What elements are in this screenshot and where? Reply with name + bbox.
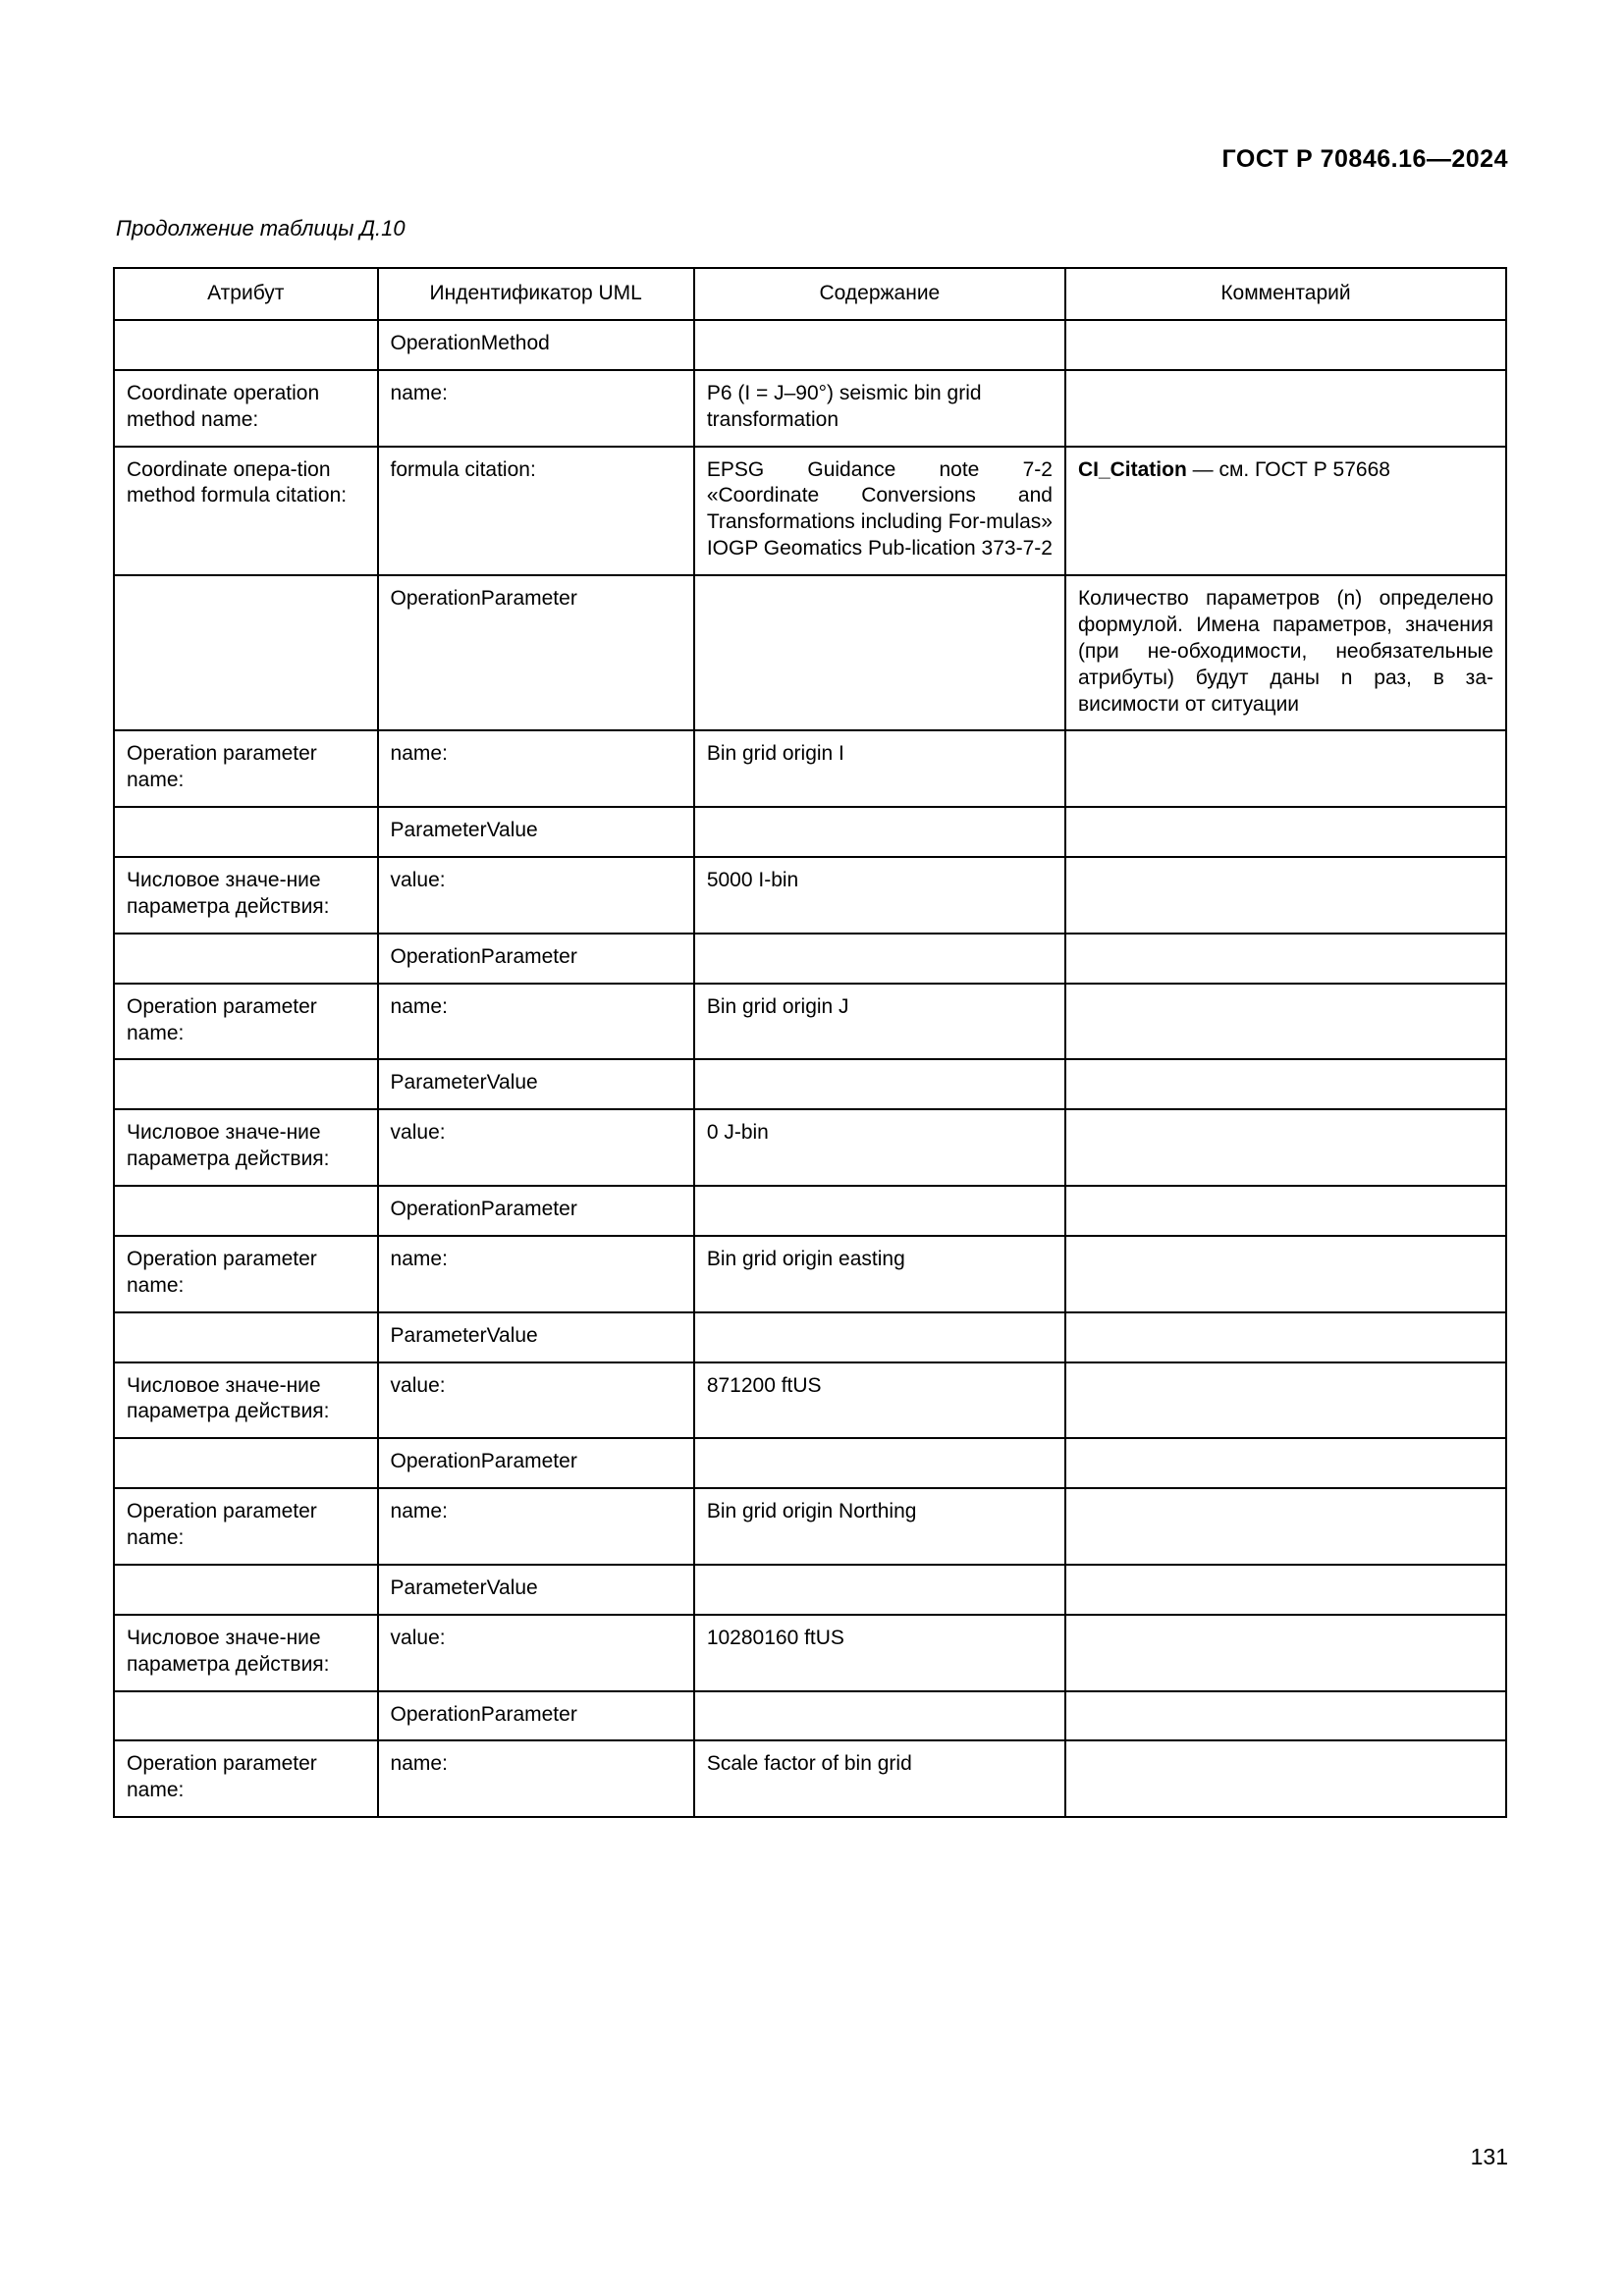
cell-comment — [1065, 1740, 1506, 1817]
table-row — [114, 1691, 1506, 1741]
cell-content: EPSG Guidance note 7-2 «Coordinate Conversions and Transformations including For-mulas» IOGP Geomatics Pub-lication 373-7-2 — [694, 447, 1065, 576]
table-row — [114, 1565, 1506, 1615]
cell-content — [694, 1186, 1065, 1236]
cell-content — [694, 934, 1065, 984]
table-body — [114, 320, 1506, 1817]
table-row — [114, 857, 1506, 934]
cell-comment — [1065, 1615, 1506, 1691]
cell-content: 5000 I-bin — [694, 857, 1065, 934]
cell-attribute: Operation parameter name: — [114, 1236, 378, 1312]
cell-attribute: Числовое значе-ние параметра действия: — [114, 1362, 378, 1439]
cell-content: Bin grid origin Northing — [694, 1488, 1065, 1565]
table-row — [114, 1186, 1506, 1236]
table-row — [114, 807, 1506, 857]
cell-uml: OperationParameter — [378, 575, 694, 730]
column-header-uml: Индентификатор UML — [378, 268, 694, 320]
cell-attribute — [114, 934, 378, 984]
cell-comment — [1065, 1059, 1506, 1109]
table-row — [114, 370, 1506, 447]
attributes-table — [113, 267, 1507, 1818]
cell-content: P6 (I = J–90°) seismic bin grid transformation — [694, 370, 1065, 447]
cell-uml: ParameterValue — [378, 1059, 694, 1109]
cell-comment — [1065, 1438, 1506, 1488]
table-row — [114, 1740, 1506, 1817]
table-row — [114, 320, 1506, 370]
cell-content: Bin grid origin J — [694, 984, 1065, 1060]
cell-attribute: Coordinate operation method name: — [114, 370, 378, 447]
cell-uml: value: — [378, 1109, 694, 1186]
cell-content: 0 J-bin — [694, 1109, 1065, 1186]
cell-comment — [1065, 984, 1506, 1060]
cell-attribute: Operation parameter name: — [114, 730, 378, 807]
table-row — [114, 1236, 1506, 1312]
table-row — [114, 1109, 1506, 1186]
cell-attribute: Operation parameter name: — [114, 1740, 378, 1817]
cell-uml: name: — [378, 984, 694, 1060]
cell-attribute: Operation parameter name: — [114, 1488, 378, 1565]
cell-content — [694, 807, 1065, 857]
cell-content — [694, 1691, 1065, 1741]
cell-comment — [1065, 1236, 1506, 1312]
column-header-attribute: Атрибут — [114, 268, 378, 320]
cell-uml: ParameterValue — [378, 807, 694, 857]
citation-label: CI_Citation — [1077, 457, 1187, 481]
column-header-comment: Комментарий — [1065, 268, 1506, 320]
cell-uml: name: — [378, 1236, 694, 1312]
table-row — [114, 1438, 1506, 1488]
cell-comment — [1065, 1691, 1506, 1741]
cell-uml: OperationParameter — [378, 1186, 694, 1236]
cell-content: Bin grid origin I — [694, 730, 1065, 807]
cell-comment — [1065, 934, 1506, 984]
cell-uml: ParameterValue — [378, 1312, 694, 1362]
cell-content — [694, 1059, 1065, 1109]
cell-content: Scale factor of bin grid — [694, 1740, 1065, 1817]
cell-comment — [1065, 730, 1506, 807]
table-header-row — [114, 268, 1506, 320]
table-row — [114, 1362, 1506, 1439]
cell-content — [694, 1312, 1065, 1362]
table-row — [114, 1615, 1506, 1691]
cell-uml: name: — [378, 730, 694, 807]
cell-attribute — [114, 1312, 378, 1362]
cell-comment: Количество параметров (n) определено формулой. Имена параметров, значения (при не-обходимости, необязательные атрибуты) будут даны n раз, в за-висимости от ситуации — [1065, 575, 1506, 730]
cell-attribute — [114, 1186, 378, 1236]
table-row — [114, 984, 1506, 1060]
table-caption: Продолжение таблицы Д.10 — [116, 216, 406, 240]
cell-attribute — [114, 320, 378, 370]
cell-uml: formula citation: — [378, 447, 694, 576]
cell-comment — [1065, 1488, 1506, 1565]
table-row — [114, 934, 1506, 984]
table-row — [114, 1059, 1506, 1109]
cell-attribute: Числовое значе-ние параметра действия: — [114, 857, 378, 934]
cell-content — [694, 1438, 1065, 1488]
cell-content — [694, 1565, 1065, 1615]
table-container — [113, 267, 1507, 1818]
table-row — [114, 575, 1506, 730]
cell-attribute — [114, 1059, 378, 1109]
cell-uml: name: — [378, 1488, 694, 1565]
cell-uml: OperationMethod — [378, 320, 694, 370]
page-number: 131 — [1470, 2144, 1508, 2169]
table-row — [114, 1312, 1506, 1362]
column-header-content: Содержание — [694, 268, 1065, 320]
citation-rest: — см. ГОСТ Р 57668 — [1186, 457, 1390, 481]
cell-uml: name: — [378, 370, 694, 447]
cell-uml: OperationParameter — [378, 934, 694, 984]
cell-uml: OperationParameter — [378, 1438, 694, 1488]
cell-attribute: Coordinate опера-tion method formula citation: — [114, 447, 378, 576]
cell-comment — [1065, 447, 1506, 576]
cell-content: Bin grid origin easting — [694, 1236, 1065, 1312]
cell-uml: OperationParameter — [378, 1691, 694, 1741]
cell-uml: ParameterValue — [378, 1565, 694, 1615]
table-row — [114, 447, 1506, 576]
cell-comment — [1065, 320, 1506, 370]
cell-uml: value: — [378, 857, 694, 934]
table-row — [114, 730, 1506, 807]
cell-comment — [1065, 1565, 1506, 1615]
table-row — [114, 1488, 1506, 1565]
cell-uml: value: — [378, 1615, 694, 1691]
cell-attribute: Числовое значе-ние параметра действия: — [114, 1615, 378, 1691]
cell-content: 10280160 ftUS — [694, 1615, 1065, 1691]
cell-comment — [1065, 1186, 1506, 1236]
cell-attribute: Operation parameter name: — [114, 984, 378, 1060]
cell-attribute — [114, 1438, 378, 1488]
cell-comment — [1065, 370, 1506, 447]
standard-header: ГОСТ Р 70846.16—2024 — [1221, 145, 1508, 173]
cell-comment — [1065, 1312, 1506, 1362]
cell-uml: value: — [378, 1362, 694, 1439]
cell-comment — [1065, 1362, 1506, 1439]
cell-attribute — [114, 807, 378, 857]
cell-attribute: Числовое значе-ние параметра действия: — [114, 1109, 378, 1186]
cell-comment — [1065, 807, 1506, 857]
cell-uml: name: — [378, 1740, 694, 1817]
cell-attribute — [114, 1565, 378, 1615]
cell-content — [694, 320, 1065, 370]
cell-attribute — [114, 575, 378, 730]
cell-comment — [1065, 857, 1506, 934]
cell-attribute — [114, 1691, 378, 1741]
cell-content: 871200 ftUS — [694, 1362, 1065, 1439]
cell-content — [694, 575, 1065, 730]
cell-comment — [1065, 1109, 1506, 1186]
